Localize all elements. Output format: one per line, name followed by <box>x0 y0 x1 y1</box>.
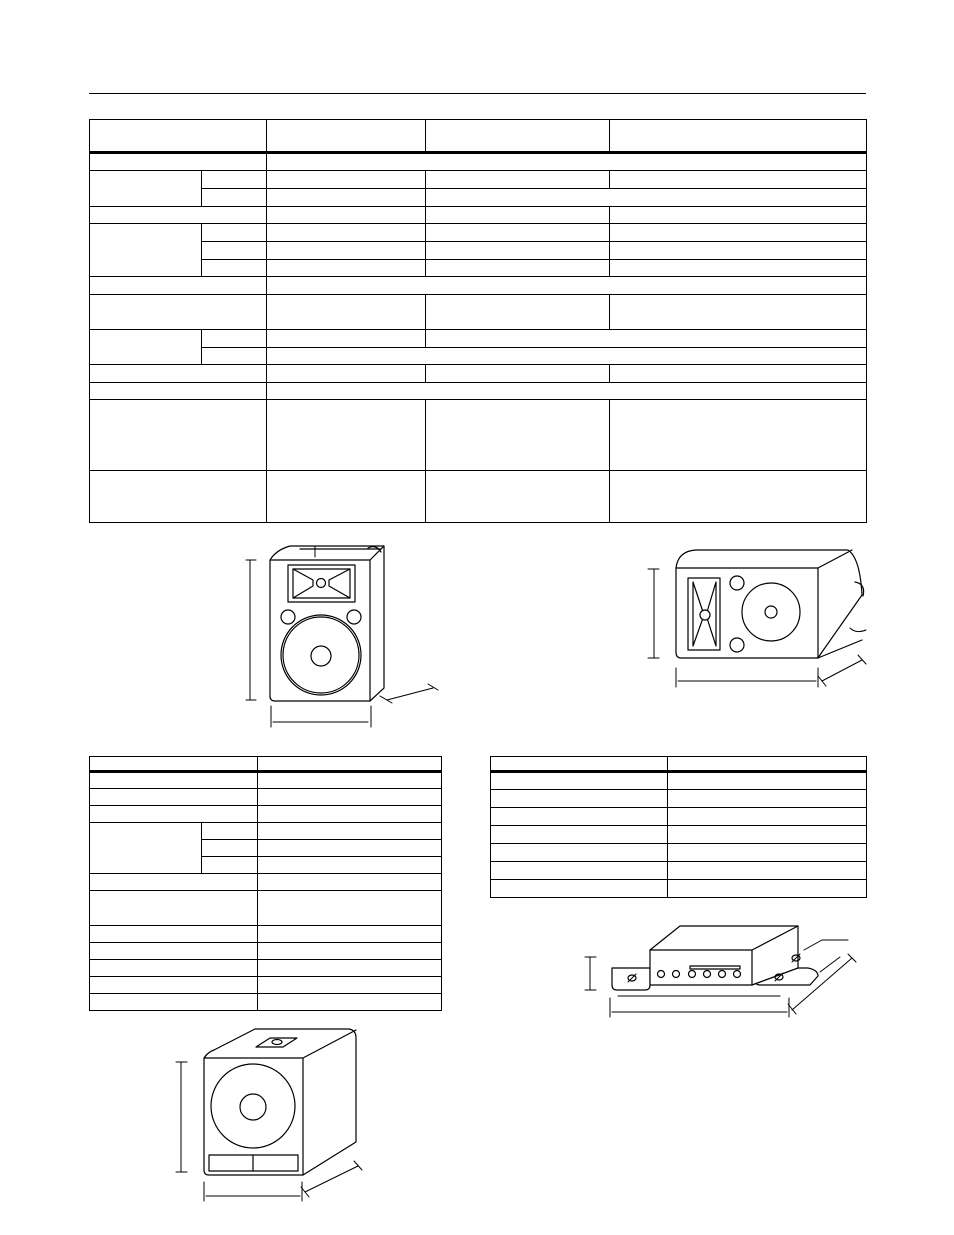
table-cell <box>258 926 442 943</box>
table-cell <box>90 823 202 874</box>
table-cell <box>202 823 258 840</box>
table-cell <box>267 365 426 383</box>
header-cell <box>267 120 426 153</box>
table-cell <box>267 207 426 224</box>
table-cell <box>426 189 867 207</box>
table-cell <box>491 772 668 790</box>
table-cell <box>267 348 867 365</box>
table-cell <box>258 994 442 1011</box>
table-cell <box>90 383 267 400</box>
table-cell <box>90 471 267 523</box>
table-cell <box>258 960 442 977</box>
table-cell <box>426 260 610 277</box>
table-cell <box>90 207 267 224</box>
table-cell <box>90 960 258 977</box>
table-cell <box>258 772 442 789</box>
table-cell <box>610 207 867 224</box>
table-cell <box>668 862 867 880</box>
table-header-row <box>491 757 867 772</box>
table-cell <box>258 789 442 806</box>
header-cell <box>90 757 258 772</box>
table-cell <box>426 295 610 330</box>
header-cell <box>610 120 867 153</box>
table-cell <box>491 826 668 844</box>
table-cell <box>90 874 258 891</box>
table-cell <box>90 943 258 960</box>
table-cell <box>267 383 867 400</box>
table-row <box>90 400 867 471</box>
table-row <box>491 826 867 844</box>
table-cell <box>258 806 442 823</box>
table-cell <box>610 171 867 189</box>
table-row <box>90 943 442 960</box>
table-cell <box>267 242 426 260</box>
table-cell <box>610 260 867 277</box>
table-row <box>491 880 867 898</box>
table-row <box>90 189 867 207</box>
table-row <box>90 224 867 242</box>
table-cell <box>426 365 610 383</box>
table-cell <box>668 772 867 790</box>
amplifier-drawing <box>583 925 858 1020</box>
table-cell <box>267 171 426 189</box>
table-cell <box>668 826 867 844</box>
table-row <box>90 994 442 1011</box>
header-cell <box>491 757 668 772</box>
table-cell <box>90 400 267 471</box>
table-row <box>491 844 867 862</box>
header-cell <box>426 120 610 153</box>
table-cell <box>267 224 426 242</box>
table-row <box>90 277 867 295</box>
table-cell <box>258 840 442 857</box>
table-cell <box>668 808 867 826</box>
table-cell <box>90 224 202 277</box>
table-cell <box>426 471 610 523</box>
table-cell <box>610 365 867 383</box>
table-row <box>90 891 442 926</box>
table-cell <box>426 242 610 260</box>
table-cell <box>90 789 258 806</box>
header-cell <box>668 757 867 772</box>
speaker-drawing-wedge <box>645 545 870 685</box>
table-cell <box>202 171 267 189</box>
subwoofer-spec-table <box>89 756 442 1011</box>
table-cell <box>491 880 668 898</box>
table-cell <box>90 926 258 943</box>
table-row <box>90 977 442 994</box>
table-cell <box>610 471 867 523</box>
table-cell <box>267 471 426 523</box>
table-row <box>90 874 442 891</box>
table-cell <box>202 857 258 874</box>
table-cell <box>426 171 610 189</box>
table-row <box>90 153 867 171</box>
table-cell <box>258 977 442 994</box>
table-header-row <box>90 120 867 153</box>
header-cell <box>90 120 267 153</box>
table-row <box>90 806 442 823</box>
table-cell <box>426 400 610 471</box>
table-cell <box>202 189 267 207</box>
table-row <box>491 772 867 790</box>
table-cell <box>267 189 426 207</box>
table-row <box>90 260 867 277</box>
table-cell <box>90 994 258 1011</box>
table-cell <box>90 330 202 365</box>
table-cell <box>491 808 668 826</box>
table-row <box>90 207 867 224</box>
table-cell <box>267 277 867 295</box>
amplifier-spec-table <box>490 756 867 898</box>
table-cell <box>426 207 610 224</box>
table-cell <box>258 891 442 926</box>
table-cell <box>258 874 442 891</box>
table-cell <box>90 277 267 295</box>
table-row <box>90 171 867 189</box>
table-cell <box>90 977 258 994</box>
table-cell <box>90 295 267 330</box>
table-cell <box>202 330 267 348</box>
table-row <box>90 330 867 348</box>
table-cell <box>267 330 426 348</box>
table-cell <box>202 840 258 857</box>
table-cell <box>90 153 267 171</box>
table-cell <box>258 943 442 960</box>
table-row <box>90 471 867 523</box>
table-cell <box>491 844 668 862</box>
header-cell <box>258 757 442 772</box>
table-cell <box>202 224 267 242</box>
table-row <box>90 348 867 365</box>
table-cell <box>90 365 267 383</box>
table-row <box>90 242 867 260</box>
table-cell <box>610 242 867 260</box>
table-row <box>90 789 442 806</box>
table-header-row <box>90 757 442 772</box>
table-cell <box>267 153 867 171</box>
table-cell <box>426 224 610 242</box>
table-cell <box>258 857 442 874</box>
table-row <box>90 772 442 789</box>
table-cell <box>90 891 258 926</box>
table-row <box>90 926 442 943</box>
table-cell <box>202 260 267 277</box>
speaker-drawing-upright <box>240 540 440 735</box>
table-cell <box>491 790 668 808</box>
table-row <box>90 960 442 977</box>
table-cell <box>202 348 267 365</box>
table-cell <box>258 823 442 840</box>
table-cell <box>267 400 426 471</box>
table-row <box>491 808 867 826</box>
table-cell <box>668 844 867 862</box>
table-cell <box>610 224 867 242</box>
table-cell <box>668 880 867 898</box>
table-cell <box>491 862 668 880</box>
subwoofer-drawing <box>172 1025 367 1205</box>
table-row <box>491 862 867 880</box>
table-cell <box>202 242 267 260</box>
top-rule <box>89 93 866 94</box>
table-cell <box>668 790 867 808</box>
main-spec-table <box>89 119 867 523</box>
table-cell <box>90 772 258 789</box>
table-cell <box>610 400 867 471</box>
table-row <box>491 790 867 808</box>
table-row <box>90 365 867 383</box>
table-cell <box>267 260 426 277</box>
table-cell <box>426 330 867 348</box>
table-cell <box>610 295 867 330</box>
table-row <box>90 383 867 400</box>
table-cell <box>90 806 258 823</box>
table-row <box>90 295 867 330</box>
table-cell <box>267 295 426 330</box>
table-row <box>90 823 442 840</box>
table-cell <box>90 171 202 207</box>
